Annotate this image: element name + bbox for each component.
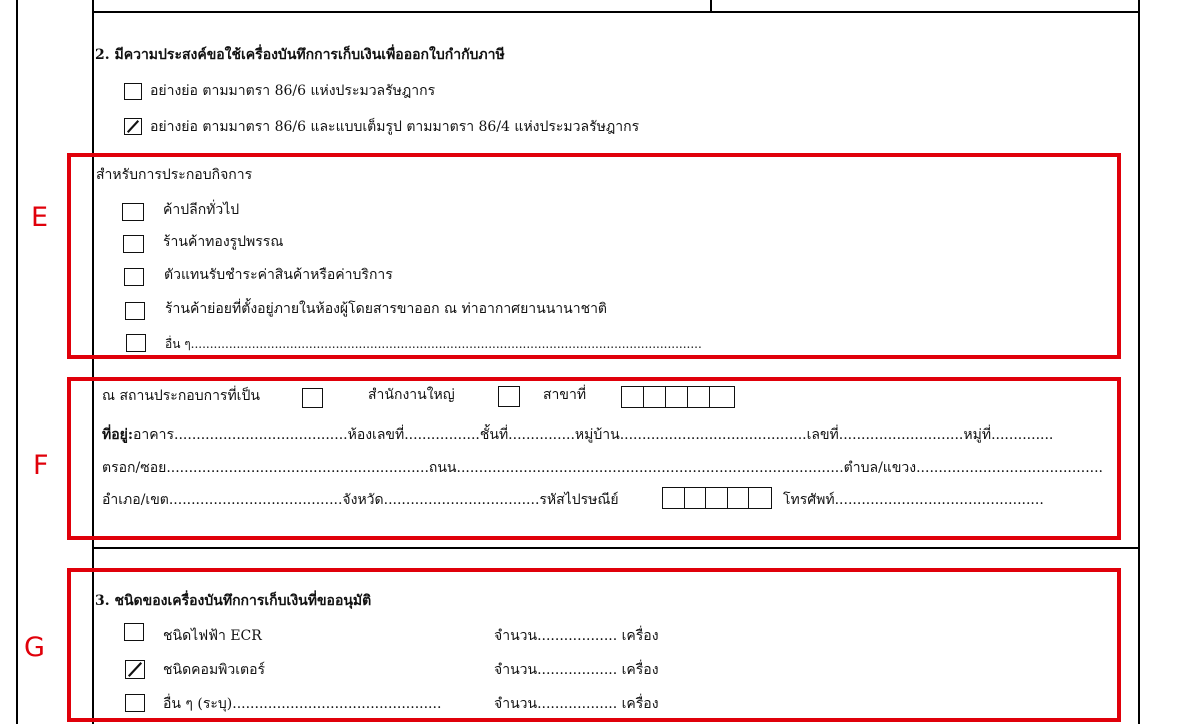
payment-agent-label: ตัวแทนรับชำระค่าสินค้าหรือค่าบริการ	[164, 267, 393, 283]
airport-shop-label: ร้านค้าย่อยที่ตั้งอยู่ภายในห้องผู้โดยสารขาออก ณ ท่าอากาศยานนานาชาติ	[165, 301, 608, 317]
district-line[interactable]: อำเภอ/เขต.......................................จังหวัด...................................รหัสไปรษณีย์	[102, 492, 619, 508]
section2-option2-checkbox[interactable]	[124, 118, 142, 135]
branch-number-boxes[interactable]	[621, 386, 735, 408]
section2-option1-label: อย่างย่อ ตามมาตรา 86/6 แห่งประมวลรัษฎากร	[150, 83, 436, 99]
check-slash-icon	[125, 119, 141, 134]
computer-checkbox[interactable]	[125, 660, 145, 679]
branch-label: สาขาที่	[543, 387, 587, 403]
top-rule	[92, 11, 1140, 13]
ecr-label: ชนิดไฟฟ้า ECR	[163, 628, 262, 644]
address-line-2[interactable]: ตรอก/ซอย...........................................................ถนน.......................................................................................ตำบล/แขวง..........................................	[102, 460, 1104, 476]
other-type-field[interactable]: อื่น ๆ (ระบุ)...............................................	[163, 696, 442, 712]
other-type-checkbox[interactable]	[125, 694, 145, 712]
airport-shop-checkbox[interactable]	[125, 302, 145, 320]
gold-shop-checkbox[interactable]	[123, 235, 144, 253]
form-border-right	[1138, 0, 1140, 724]
address-label: ที่อยู่:	[102, 427, 134, 443]
section2-option1-checkbox[interactable]	[124, 83, 142, 100]
section2-heading: 2. มีความประสงค์ขอใช้เครื่องบันทึกการเก็บเงินเพื่อออกใบกำกับภาษี	[95, 47, 505, 63]
ecr-checkbox[interactable]	[124, 623, 144, 641]
other-business-field[interactable]: อื่น ๆ......................................................................................................................................	[165, 337, 702, 351]
section2-option2-label: อย่างย่อ ตามมาตรา 86/6 และแบบเต็มรูป ตามมาตรา 86/4 แห่งประมวลรัษฎากร	[150, 119, 640, 135]
section3-top-rule	[92, 547, 1140, 549]
computer-quantity[interactable]: จำนวน.................. เครื่อง	[494, 662, 659, 678]
phone-field[interactable]: โทรศัพท์...............................................	[783, 492, 1044, 508]
computer-label: ชนิดคอมพิวเตอร์	[163, 662, 266, 678]
section-g-marker: G	[24, 632, 45, 663]
address-fields-1[interactable]: อาคาร.......................................ห้องเลขที่.................ชั้นที่...............หมู่บ้าน..........................................เลขที่............................หมู่ที่..............	[133, 427, 1054, 443]
head-office-checkbox[interactable]	[302, 388, 323, 408]
payment-agent-checkbox[interactable]	[124, 268, 144, 286]
gold-shop-label: ร้านค้าทองรูปพรรณ	[163, 234, 284, 250]
other-type-quantity[interactable]: จำนวน.................. เครื่อง	[494, 696, 659, 712]
location-type-label: ณ สถานประกอบการที่เป็น	[102, 388, 260, 404]
branch-checkbox[interactable]	[498, 386, 520, 407]
head-office-label: สำนักงานใหญ่	[368, 387, 455, 403]
section-f-marker: F	[33, 450, 49, 481]
postal-code-boxes[interactable]	[662, 487, 772, 509]
address-line-1	[102, 426, 1053, 444]
other-business-checkbox[interactable]	[126, 334, 146, 352]
form-border-left	[16, 0, 18, 724]
section3-heading: 3. ชนิดของเครื่องบันทึกการเก็บเงินที่ขออนุมัติ	[95, 593, 372, 609]
ecr-quantity[interactable]: จำนวน.................. เครื่อง	[494, 628, 659, 644]
retail-general-label: ค้าปลีกทั่วไป	[163, 202, 240, 218]
check-slash-icon	[126, 661, 144, 678]
retail-general-checkbox[interactable]	[122, 203, 144, 221]
section-e-marker: E	[31, 202, 49, 233]
section-e-title: สำหรับการประกอบกิจการ	[96, 167, 253, 183]
